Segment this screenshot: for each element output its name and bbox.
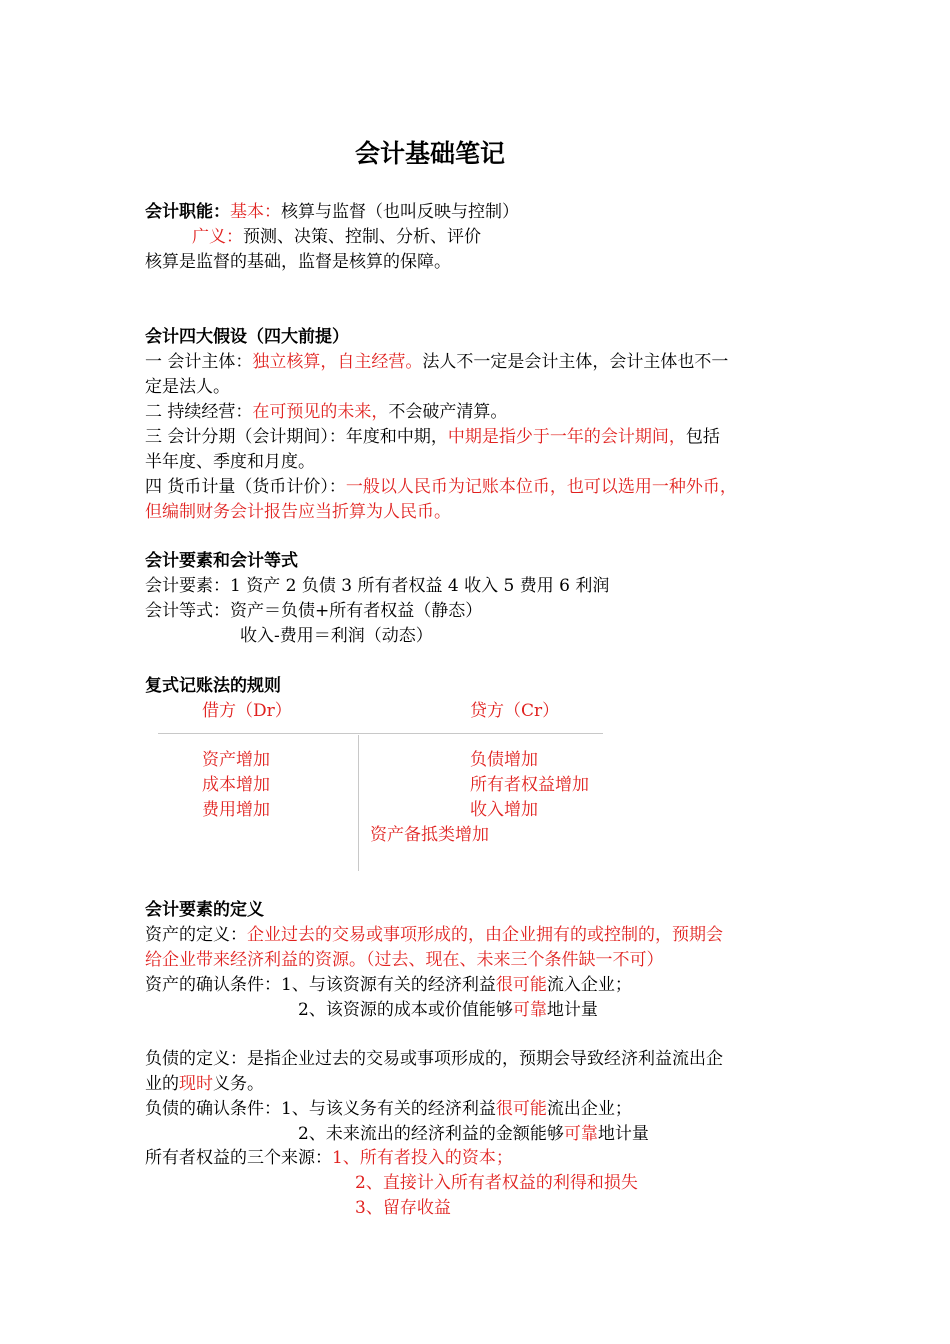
credit-item: 所有者权益增加 xyxy=(470,775,589,795)
asset-condition-2 xyxy=(298,998,598,1022)
liability-definition-highlight: 现时 xyxy=(179,1074,213,1094)
assumption-4-label: 四 货币计量（货币计价）： xyxy=(145,477,346,497)
asset-definition-label: 资产的定义： xyxy=(145,925,247,945)
assumption-2 xyxy=(145,400,507,424)
asset-condition-1 xyxy=(145,973,632,997)
asset-condition-highlight: 很可能 xyxy=(495,975,547,995)
equity-source-item: 2、直接计入所有者权益的利得和损失 xyxy=(355,1173,638,1193)
functions-basic-line xyxy=(145,200,519,224)
assumption-2-text: 不会破产清算。 xyxy=(388,402,508,422)
equity-sources xyxy=(145,1146,513,1170)
liability-definition-cont xyxy=(145,1072,264,1096)
equity-source-item: 1、所有者投入的资本； xyxy=(332,1148,513,1168)
equation-dynamic: 收入-费用＝利润（动态） xyxy=(240,626,433,646)
assumption-3-cont: 半年度、季度和月度。 xyxy=(145,452,315,472)
asset-definition-text: 企业过去的交易或事项形成的，由企业拥有的或控制的，预期会 xyxy=(247,925,723,945)
functions-relation: 核算是监督的基础，监督是核算的保障。 xyxy=(145,252,451,272)
double-entry-heading: 复式记账法的规则 xyxy=(145,676,281,696)
assumption-1-cont: 定是法人。 xyxy=(145,377,230,397)
credit-extra-item: 资产备抵类增加 xyxy=(370,825,489,845)
asset-condition-2-highlight: 可靠 xyxy=(512,1000,547,1020)
asset-definition-cont: 给企业带来经济利益的资源。（过去、现在、未来三个条件缺一不可） xyxy=(145,950,664,970)
assumption-3-highlight: 中期是指少于一年的会计期间， xyxy=(447,427,686,447)
assumption-3-text: 包括 xyxy=(685,427,720,447)
liability-condition-2 xyxy=(298,1122,649,1146)
functions-broad-line xyxy=(192,225,481,249)
assumption-3 xyxy=(145,425,720,449)
debit-item: 资产增加 xyxy=(202,750,270,770)
equity-sources-label: 所有者权益的三个来源： xyxy=(145,1148,332,1168)
asset-definition xyxy=(145,923,723,947)
assumption-1 xyxy=(145,350,728,374)
elements-heading: 会计要素和会计等式 xyxy=(145,551,298,571)
assumption-4 xyxy=(145,475,737,499)
definitions-heading: 会计要素的定义 xyxy=(145,900,264,920)
liability-condition-highlight: 很可能 xyxy=(495,1099,547,1119)
assumption-1-text: 法人不一定是会计主体，会计主体也不一 xyxy=(422,352,729,372)
broad-label: 广义： xyxy=(192,227,243,247)
assumption-3-label: 三 会计分期（会计期间）：年度和中期， xyxy=(145,427,448,447)
assumption-1-highlight: 独立核算，自主经营。 xyxy=(252,352,423,372)
asset-condition-tail: 流入企业； xyxy=(546,975,632,995)
liability-condition-1 xyxy=(145,1097,632,1121)
credit-header: 贷方（Cr） xyxy=(470,701,560,721)
assumptions-heading: 会计四大假设（四大前提） xyxy=(145,327,349,347)
liability-condition-2-highlight: 可靠 xyxy=(563,1124,598,1144)
liability-condition-2-label: 2、未来流出的经济利益的金额能够 xyxy=(298,1124,564,1144)
asset-condition-2-label: 2、该资源的成本或价值能够 xyxy=(298,1000,513,1020)
basic-label: 基本： xyxy=(230,202,281,222)
elements-list: 会计要素：1 资产 2 负债 3 所有者权益 4 收入 5 费用 6 利润 xyxy=(145,576,610,596)
liability-condition-2-tail: 地计量 xyxy=(597,1124,649,1144)
assumption-4-cont: 但编制财务会计报告应当折算为人民币。 xyxy=(145,502,451,522)
debit-item: 费用增加 xyxy=(202,800,270,820)
liability-definition: 负债的定义：是指企业过去的交易或事项形成的，预期会导致经济利益流出企 xyxy=(145,1049,723,1069)
liability-definition-tail: 义务。 xyxy=(213,1074,264,1094)
assumption-2-highlight: 在可预见的未来， xyxy=(252,402,389,422)
broad-text: 预测、决策、控制、分析、评价 xyxy=(243,227,481,247)
assumption-1-label: 一 会计主体： xyxy=(145,352,253,372)
functions-heading: 会计职能： xyxy=(145,202,230,222)
credit-item: 负债增加 xyxy=(470,750,538,770)
credit-item: 收入增加 xyxy=(470,800,538,820)
liability-definition-pre: 业的 xyxy=(145,1074,179,1094)
debit-item: 成本增加 xyxy=(202,775,270,795)
asset-condition-2-tail: 地计量 xyxy=(546,1000,598,1020)
debit-header: 借方（Dr） xyxy=(202,701,292,721)
equity-source-item: 3、留存收益 xyxy=(355,1198,451,1218)
liability-condition-tail: 流出企业； xyxy=(546,1099,632,1119)
liability-condition-label: 负债的确认条件：1、与该义务有关的经济利益 xyxy=(145,1099,496,1119)
equation-static: 会计等式：资产＝负债+所有者权益（静态） xyxy=(145,601,483,621)
t-account-horizontal-line xyxy=(158,733,603,734)
assumption-4-highlight: 一般以人民币为记账本位币，也可以选用一种外币， xyxy=(345,477,737,497)
asset-condition-label: 资产的确认条件：1、与该资源有关的经济利益 xyxy=(145,975,496,995)
basic-text: 核算与监督（也叫反映与控制） xyxy=(281,202,519,222)
assumption-2-label: 二 持续经营： xyxy=(145,402,253,422)
page-title: 会计基础笔记 xyxy=(354,139,505,168)
t-account-vertical-line xyxy=(358,735,359,871)
